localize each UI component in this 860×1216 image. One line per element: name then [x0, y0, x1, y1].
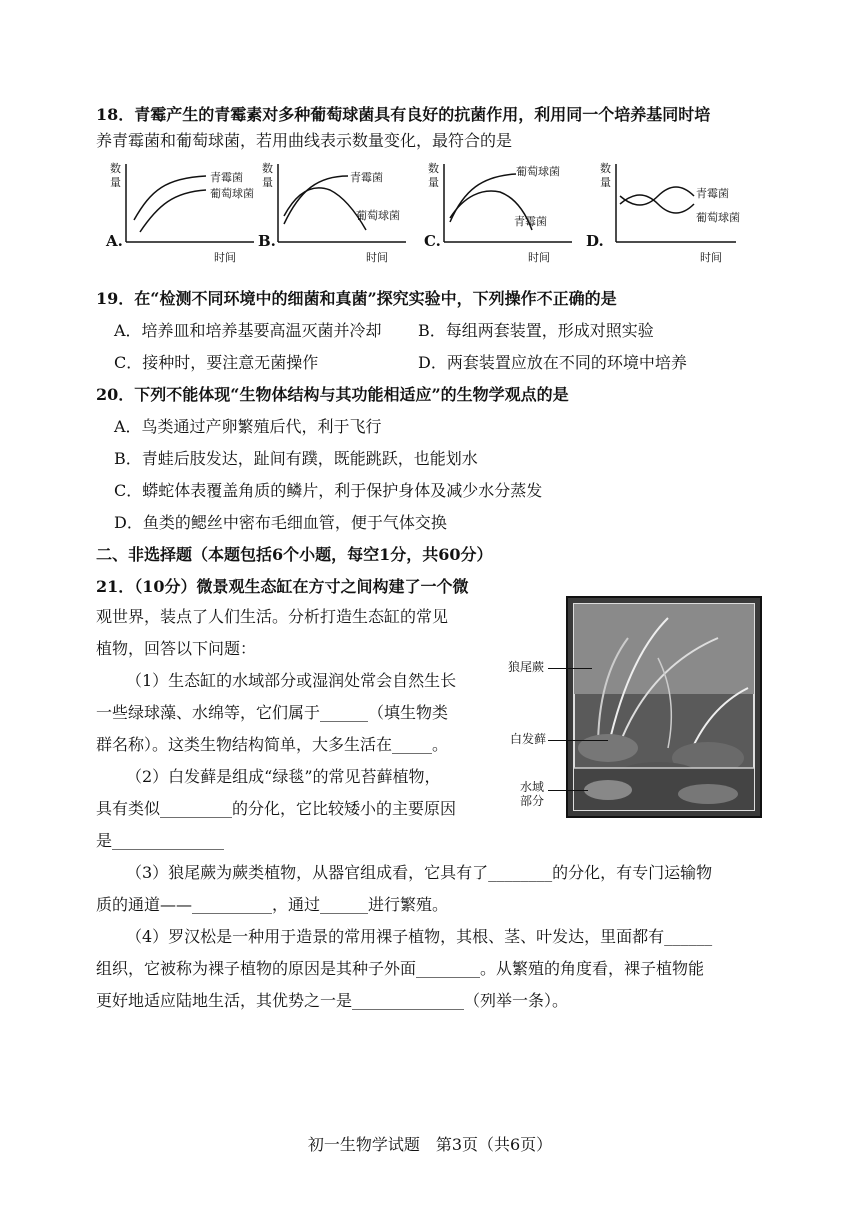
graph-c [424, 160, 594, 270]
y-axis-label: 数 量 [110, 162, 121, 189]
q21-part3-b: 质的通道——__________，通过______进行繁殖。 [96, 895, 449, 914]
q21-part3-a: （3）狼尾蕨为蕨类植物，从器官组成看，它具有了________的分化，有专门运输物 [126, 863, 713, 882]
x-axis-label: 时间 [214, 251, 236, 264]
label-moss: 白发藓 [510, 732, 547, 746]
curve-label-1: 青霉菌 [696, 187, 729, 200]
eco-tank-photo [566, 596, 762, 818]
option-letter: B. [258, 232, 276, 250]
q19-option-a: A．培养皿和培养基要高温灭菌并冷却 [114, 321, 382, 340]
q21-part1-a: （1）生态缸的水域部分或湿润处常会自然生长 [126, 671, 457, 690]
curve-label-1: 葡萄球菌 [516, 165, 560, 178]
page-footer: 初一生物学试题 第3页（共6页） [307, 1135, 553, 1154]
curve-label-1: 青霉菌 [350, 171, 383, 184]
curve-label-2: 葡萄球菌 [210, 187, 254, 200]
q21-part2-c: 是______________ [96, 831, 225, 850]
q18-line2: 养青霉菌和葡萄球菌，若用曲线表示数量变化，最符合的是 [96, 131, 513, 150]
option-letter: D. [586, 232, 604, 250]
q21-part2-a: （2）白发藓是组成“绿毯”的常见苔藓植物， [126, 767, 441, 786]
curve-label-2: 葡萄球菌 [356, 209, 400, 222]
q20-option-d: D．鱼类的鳃丝中密布毛细血管，便于气体交换 [114, 513, 447, 532]
q20-option-b: B．青蛙后肢发达，趾间有蹼，既能跳跃，也能划水 [114, 449, 478, 468]
q21-line1: 21．（10分）微景观生态缸在方寸之间构建了一个微 [96, 577, 469, 596]
q21-part4-c: 更好地适应陆地生活，其优势之一是______________（列举一条）。 [96, 991, 569, 1010]
q21-line3: 植物，回答以下问题： [96, 639, 257, 658]
curve-label-1: 青霉菌 [210, 171, 243, 184]
q21-part1-c: 群名称）。这类生物结构简单，大多生活在_____。 [96, 735, 449, 754]
curve-label-2: 葡萄球菌 [696, 211, 740, 224]
leader-line [548, 740, 608, 741]
graph-a [106, 160, 276, 270]
q20-option-a: A．鸟类通过产卵繁殖后代，利于飞行 [114, 417, 382, 436]
y-axis-label: 数 量 [262, 162, 273, 189]
leader-line [548, 790, 588, 791]
q19-option-d: D．两套装置应放在不同的环境中培养 [418, 353, 687, 372]
label-water-area: 水域 部分 [520, 780, 545, 808]
label-fern: 狼尾蕨 [508, 660, 545, 674]
graph-d-plot [586, 160, 736, 260]
section-heading: 二、非选择题（本题包括6个小题，每空1分，共60分） [96, 545, 493, 564]
q20-option-c: C．蟒蛇体表覆盖角质的鳞片，利于保护身体及减少水分蒸发 [114, 481, 543, 500]
y-axis-label: 数 量 [600, 162, 611, 189]
eco-tank-illustration [568, 598, 760, 816]
q21-part4-a: （4）罗汉松是一种用于造景的常用裸子植物，其根、茎、叶发达，里面都有______ [126, 927, 713, 946]
x-axis-label: 时间 [528, 251, 550, 264]
option-letter: C. [424, 232, 441, 250]
q21-part2-b: 具有类似_________的分化，它比较矮小的主要原因 [96, 799, 457, 818]
curve-label-2: 青霉菌 [514, 215, 547, 228]
q19-option-b: B．每组两套装置，形成对照实验 [418, 321, 654, 340]
graph-b [258, 160, 428, 270]
option-letter: A. [106, 232, 123, 250]
y-axis-label: 数 量 [428, 162, 439, 189]
q18-line1: 18．青霉产生的青霉素对多种葡萄球菌具有良好的抗菌作用，利用同一个培养基同时培 [96, 105, 711, 124]
q21-part4-b: 组织，它被称为裸子植物的原因是其种子外面________。从繁殖的角度看，裸子植物能 [96, 959, 705, 978]
q19-stem: 19．在“检测不同环境中的细菌和真菌”探究实验中，下列操作不正确的是 [96, 289, 617, 308]
q21-line2: 观世界，装点了人们生活。分析打造生态缸的常见 [96, 607, 449, 626]
x-axis-label: 时间 [700, 251, 722, 264]
q20-stem: 20．下列不能体现“生物体结构与其功能相适应”的生物学观点的是 [96, 385, 569, 404]
graph-d [586, 160, 756, 270]
x-axis-label: 时间 [366, 251, 388, 264]
q19-option-c: C．接种时，要注意无菌操作 [114, 353, 319, 372]
q21-part1-b: 一些绿球藻、水绵等，它们属于______（填生物类 [96, 703, 449, 722]
leader-line [548, 668, 592, 669]
